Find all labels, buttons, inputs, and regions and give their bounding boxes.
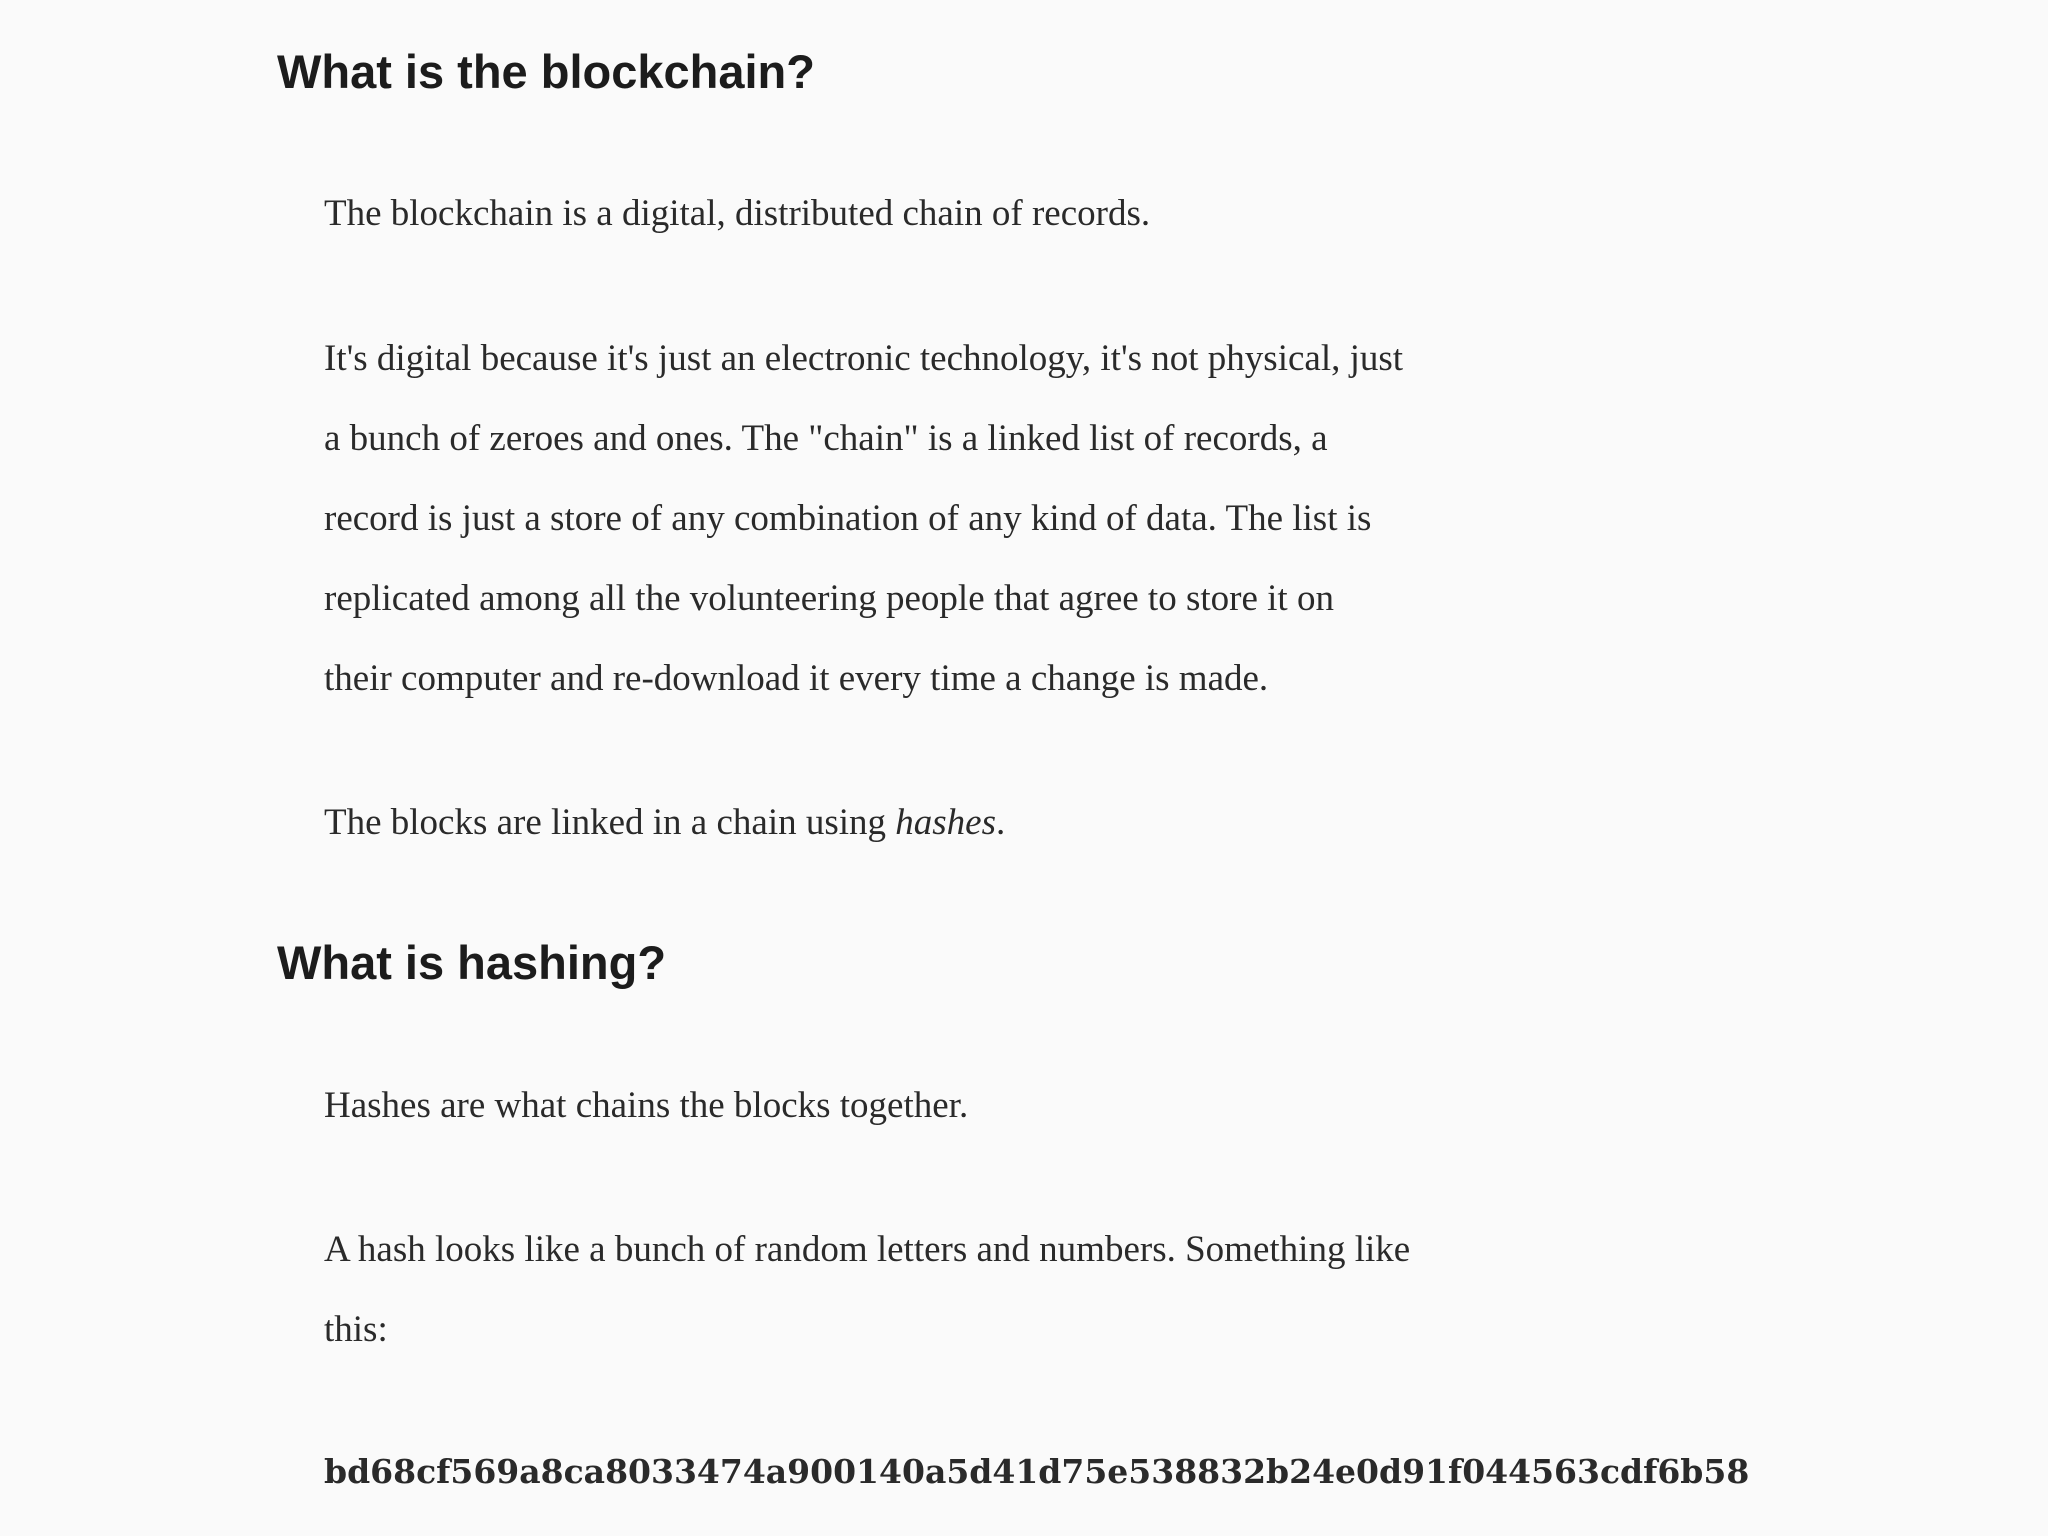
hash-example: bd68cf569a8ca8033474a900140a5d41d75e538832b24e0d91f044563cdf6b58 [324, 1452, 1750, 1491]
text-line: A hash looks like a bunch of random letters and numbers. Something like [324, 1229, 1411, 1270]
paragraph-digital-explanation [324, 319, 1403, 719]
text-line: a bunch of zeroes and ones. The "chain" is a linked list of records, a [324, 418, 1328, 459]
text-line: their computer and re-download it every time a change is made. [324, 658, 1269, 699]
paragraph-definition: The blockchain is a digital, distributed chain of records. [324, 193, 1151, 234]
paragraph-hashes-chain: Hashes are what chains the blocks together. [324, 1085, 969, 1126]
text-line: replicated among all the volunteering people that agree to store it on [324, 578, 1334, 619]
text: . [996, 802, 1006, 843]
heading-what-is-blockchain: What is the blockchain? [277, 45, 815, 98]
text: The blocks are linked in a chain using [324, 802, 896, 843]
heading-what-is-hashing: What is hashing? [277, 936, 667, 989]
paragraph-hashes-link [324, 783, 1005, 863]
paragraph-hash-looks [324, 1210, 1410, 1370]
text-line: record is just a store of any combination of any kind of data. The list is [324, 498, 1372, 539]
emphasis-hashes: hashes [895, 802, 997, 843]
text-line: this: [324, 1309, 388, 1350]
text-line: It's digital because it's just an electronic technology, it's not physical, just [324, 338, 1404, 379]
